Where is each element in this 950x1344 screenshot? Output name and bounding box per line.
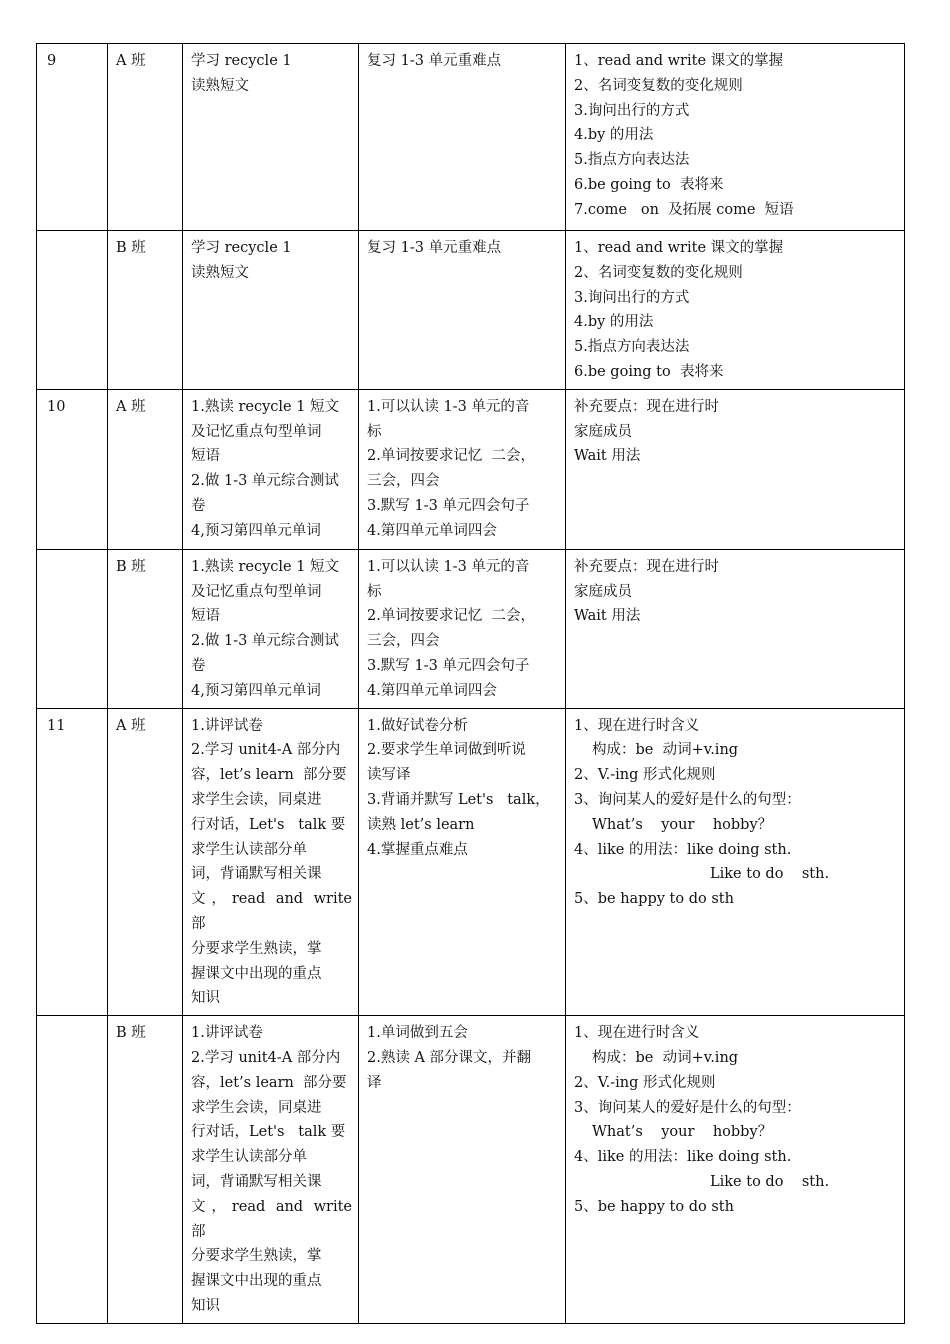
cell-line: 补充要点：现在进行时	[574, 398, 719, 415]
cell-line: 词，背诵默写相关课	[191, 1173, 322, 1190]
cell-line: 分要求学生熟读，掌	[191, 940, 322, 957]
cell-line: 学习 recycle 1	[191, 53, 292, 69]
cell-line: 4,预习第四单元单词	[191, 522, 321, 539]
week-number: 10	[47, 398, 66, 415]
week-cell	[37, 44, 108, 231]
cell-line: 6.be going to 表将来	[574, 363, 724, 380]
cell-line: 4.by 的用法	[574, 314, 654, 331]
week-cell	[37, 1016, 108, 1324]
cell-line: 读熟短文	[191, 77, 249, 94]
class-cell	[108, 549, 183, 708]
cell-line: 1.可以认读 1-3 单元的音	[367, 398, 530, 415]
cell-line: 家庭成员	[574, 423, 632, 440]
cell-line: 标	[367, 423, 382, 440]
cell-line: 求学生认读部分单	[191, 1149, 307, 1166]
week-number: 11	[47, 717, 66, 734]
week-cell	[37, 231, 108, 390]
cell-line: 5.指点方向表达法	[574, 152, 690, 169]
table-body	[37, 44, 905, 1324]
requirements-cell	[359, 549, 566, 708]
cell-line: 3、询问某人的爱好是什么的句型：	[574, 1099, 801, 1116]
cell-line: 三会，四会	[367, 633, 440, 650]
cell-line: 2.做 1-3 单元综合测试	[191, 633, 339, 650]
cell-line: 2.做 1-3 单元综合测试	[191, 473, 339, 490]
cell-line: What’s your hobby？	[592, 1124, 773, 1141]
cell-line: 译	[367, 1074, 382, 1091]
table-row	[37, 1016, 905, 1324]
cell-line: 行对话，Let's talk 要	[191, 816, 346, 833]
cell-line: 握课文中出现的重点	[191, 1273, 322, 1290]
class-label: B 班	[116, 240, 146, 256]
cell-line: 1、现在进行时含义	[574, 717, 700, 734]
class-label: A 班	[116, 717, 146, 734]
cell-line: 短语	[191, 448, 220, 465]
cell-line: 2、名词变复数的变化规则	[574, 77, 743, 94]
cell-line: 1.单词做到五会	[367, 1025, 468, 1042]
study-content-cell	[183, 231, 359, 390]
cell-line: 构成：be 动词+v.ing	[592, 1049, 739, 1066]
cell-line: 3.默写 1-3 单元四会句子	[367, 497, 530, 514]
cell-line: 1.做好试卷分析	[367, 717, 468, 734]
cell-line: 复习 1-3 单元重难点	[367, 240, 502, 256]
cell-line: 1.熟读 recycle 1 短文	[191, 398, 340, 415]
cell-line: 3、询问某人的爱好是什么的句型：	[574, 791, 801, 808]
key-points-cell	[566, 231, 905, 390]
cell-line: 求学生认读部分单	[191, 841, 307, 858]
cell-line: 容，let’s learn 部分要	[191, 1074, 347, 1091]
cell-line: 5、be happy to do sth	[574, 891, 734, 908]
study-content-cell	[183, 44, 359, 231]
cell-line: 及记忆重点句型单词	[191, 583, 322, 600]
cell-line: Wait 用法	[574, 608, 641, 625]
cell-line: 1.讲评试卷	[191, 717, 263, 734]
key-points-cell	[566, 549, 905, 708]
cell-line: 容，let’s learn 部分要	[191, 767, 347, 784]
requirements-cell	[359, 389, 566, 549]
cell-line: 短语	[191, 608, 220, 625]
cell-line: 2.单词按要求记忆 二会，	[367, 448, 536, 465]
week-number: 9	[47, 53, 57, 69]
cell-line: 3.询问出行的方式	[574, 289, 690, 306]
cell-line: What’s your hobby？	[592, 816, 773, 833]
cell-line: 2.单词按要求记忆 二会，	[367, 608, 536, 625]
week-cell	[37, 549, 108, 708]
cell-line: 4.第四单元单词四会	[367, 682, 497, 699]
key-points-cell	[566, 389, 905, 549]
cell-line: 握课文中出现的重点	[191, 965, 322, 982]
cell-line: 7.come on 及拓展 come 短语	[574, 201, 794, 218]
study-content-cell	[183, 708, 362, 1016]
cell-line: Like to do sth.	[710, 866, 830, 883]
table-row	[37, 231, 905, 390]
table-row	[37, 708, 905, 1016]
cell-line: Wait 用法	[574, 448, 641, 465]
cell-line: 6.be going to 表将来	[574, 176, 724, 193]
class-cell	[108, 389, 183, 549]
week-cell	[37, 708, 108, 1016]
cell-line: 读写译	[367, 767, 411, 784]
cell-line: 词，背诵默写相关课	[191, 866, 322, 883]
teaching-plan-table	[36, 43, 905, 1324]
cell-line: 读熟 let’s learn	[367, 816, 475, 833]
cell-line: 卷	[191, 657, 206, 674]
key-points-cell	[566, 1016, 905, 1324]
cell-line: 标	[367, 583, 382, 600]
cell-line: 分要求学生熟读，掌	[191, 1248, 322, 1265]
cell-line: 卷	[191, 497, 206, 514]
cell-line: 1、read and write 课文的掌握	[574, 240, 784, 256]
cell-line: 4.by 的用法	[574, 127, 654, 144]
key-points-cell	[566, 44, 905, 231]
week-cell	[37, 389, 108, 549]
class-label: B 班	[116, 1025, 146, 1042]
cell-line: 及记忆重点句型单词	[191, 423, 322, 440]
class-cell	[108, 1016, 183, 1324]
cell-line: 4.第四单元单词四会	[367, 522, 497, 539]
table-row	[37, 44, 905, 231]
cell-line: Like to do sth.	[710, 1173, 830, 1190]
cell-line: 求学生会读，同桌进	[191, 1099, 322, 1116]
cell-line: 复习 1-3 单元重难点	[367, 53, 502, 69]
cell-line: 5.指点方向表达法	[574, 339, 690, 356]
study-content-cell	[183, 1016, 362, 1324]
cell-line: 4、like 的用法：like doing sth.	[574, 841, 792, 858]
class-label: A 班	[116, 53, 146, 69]
class-cell	[108, 231, 183, 390]
cell-line: 3.背诵并默写 Let's talk，	[367, 791, 550, 808]
cell-line: 构成：be 动词+v.ing	[592, 742, 739, 759]
cell-line: 2.要求学生单词做到听说	[367, 742, 526, 759]
requirements-cell	[359, 231, 566, 390]
table-row	[37, 549, 905, 708]
cell-line: 补充要点：现在进行时	[574, 558, 719, 575]
cell-line: 4、like 的用法：like doing sth.	[574, 1149, 792, 1166]
cell-line: 2、V.-ing 形式化规则	[574, 767, 716, 784]
cell-line: 4.掌握重点难点	[367, 841, 468, 858]
cell-line: 1、read and write 课文的掌握	[574, 53, 784, 69]
cell-line: 求学生会读，同桌进	[191, 791, 322, 808]
requirements-cell	[359, 44, 566, 231]
study-content-cell	[183, 549, 359, 708]
cell-line: 1.讲评试卷	[191, 1025, 263, 1042]
table-row	[37, 389, 905, 549]
cell-line: 1、现在进行时含义	[574, 1025, 700, 1042]
class-label: A 班	[116, 398, 146, 415]
cell-line: 2、名词变复数的变化规则	[574, 264, 743, 281]
requirements-cell	[359, 708, 566, 1016]
cell-line: 2.学习 unit4-A 部分内	[191, 1049, 341, 1066]
class-cell	[108, 44, 183, 231]
cell-line: 三会，四会	[367, 473, 440, 490]
class-cell	[108, 708, 183, 1016]
cell-line: 家庭成员	[574, 583, 632, 600]
cell-line: 行对话，Let's talk 要	[191, 1124, 346, 1141]
cell-line: 1.可以认读 1-3 单元的音	[367, 558, 530, 575]
class-label: B 班	[116, 558, 146, 575]
study-content-cell	[183, 389, 359, 549]
requirements-cell	[359, 1016, 566, 1324]
cell-line: 3.询问出行的方式	[574, 102, 690, 119]
cell-line: 2.熟读 A 部分课文，并翻	[367, 1049, 532, 1066]
cell-line: 学习 recycle 1	[191, 240, 292, 256]
cell-line: 4,预习第四单元单词	[191, 682, 321, 699]
cell-line: 1.熟读 recycle 1 短文	[191, 558, 340, 575]
key-points-cell	[566, 708, 905, 1016]
cell-line: 文，read and write 部	[191, 891, 362, 932]
cell-line: 知识	[191, 990, 220, 1007]
cell-line: 3.默写 1-3 单元四会句子	[367, 657, 530, 674]
cell-line: 知识	[191, 1297, 220, 1314]
cell-line: 2、V.-ing 形式化规则	[574, 1074, 716, 1091]
cell-line: 文，read and write 部	[191, 1198, 362, 1240]
cell-line: 5、be happy to do sth	[574, 1198, 734, 1215]
cell-line: 2.学习 unit4-A 部分内	[191, 742, 341, 759]
cell-line: 读熟短文	[191, 264, 249, 281]
